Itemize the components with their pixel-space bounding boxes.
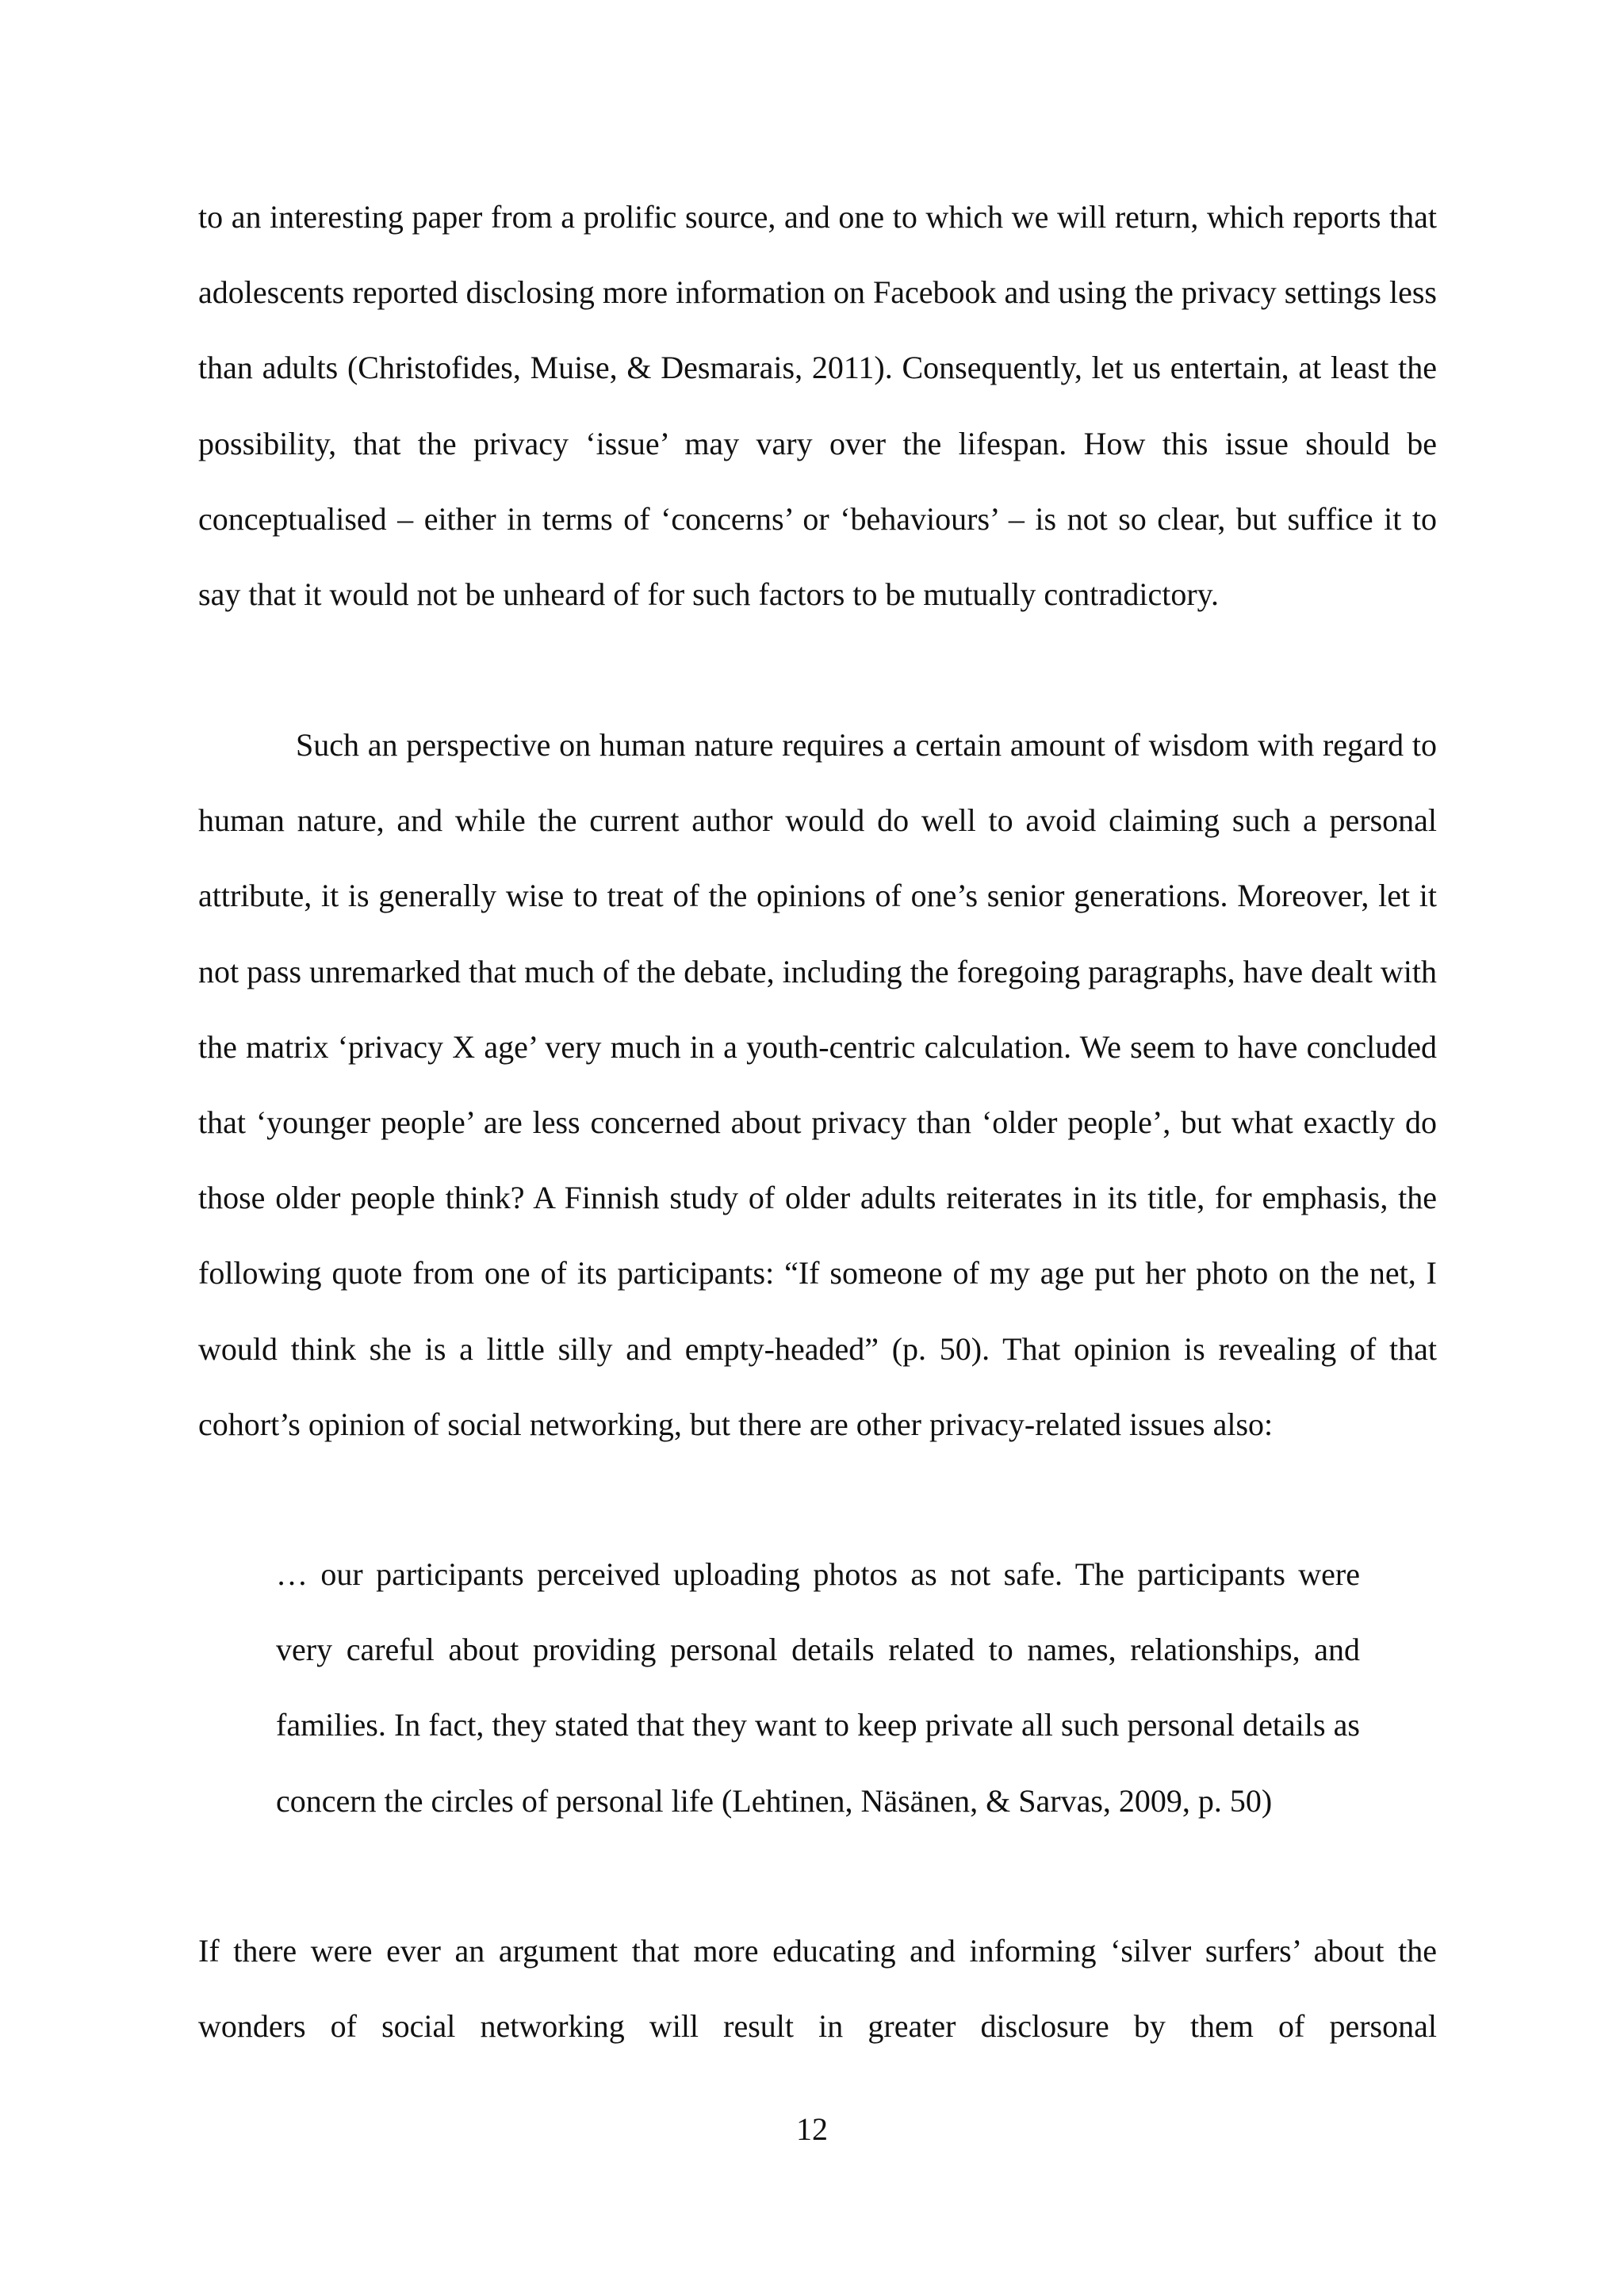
block-quote: … our participants perceived uploading photos as not safe. The participants were very careful about providing personal details related to names, relationships, and families. In fact, they stated that they want to keep private all such personal details as concern the circles of personal life (Lehtinen, Näsänen, & Sarvas, 2009, p. 50) <box>276 1556 1360 1819</box>
body-paragraph: If there were ever an argument that more educating and informing ‘silver surfers’ about the wonders of social networking will result in greater disclosure by them of personal <box>198 1933 1437 2045</box>
body-paragraph: Such an perspective on human nature requires a certain amount of wisdom with regard to human nature, and while the current author would do well to avoid claiming such a personal attribute, it is generally wise to treat of the opinions of one’s senior generations. Moreover, let it not pass unremarked that much of the debate, including the foregoing paragraphs, have dealt with the matrix ‘privacy X age’ very much in a youth-centric calculation. We seem to have concluded that ‘younger people’ are less concerned about privacy than ‘older people’, but what exactly do those older people think? A Finnish study of older adults reiterates in its title, for emphasis, the following quote from one of its participants: “If someone of my age put her photo on the net, I would think she is a little silly and empty-headed” (p. 50). That opinion is revealing of that cohort’s opinion of social networking, but there are other privacy-related issues also: <box>198 727 1437 1442</box>
page-number: 12 <box>796 2111 828 2147</box>
body-paragraph: to an interesting paper from a prolific source, and one to which we will return, which reports that adolescents reported disclosing more information on Facebook and using the privacy settings less than adults (Christofides, Muise, & Desmarais, 2011). Consequently, let us entertain, at least the possibility, that the privacy ‘issue’ may vary over the lifespan. How this issue should be conceptualised – either in terms of ‘concerns’ or ‘behaviours’ – is not so clear, but suffice it to say that it would not be unheard of for such factors to be mutually contradictory. <box>198 199 1437 613</box>
